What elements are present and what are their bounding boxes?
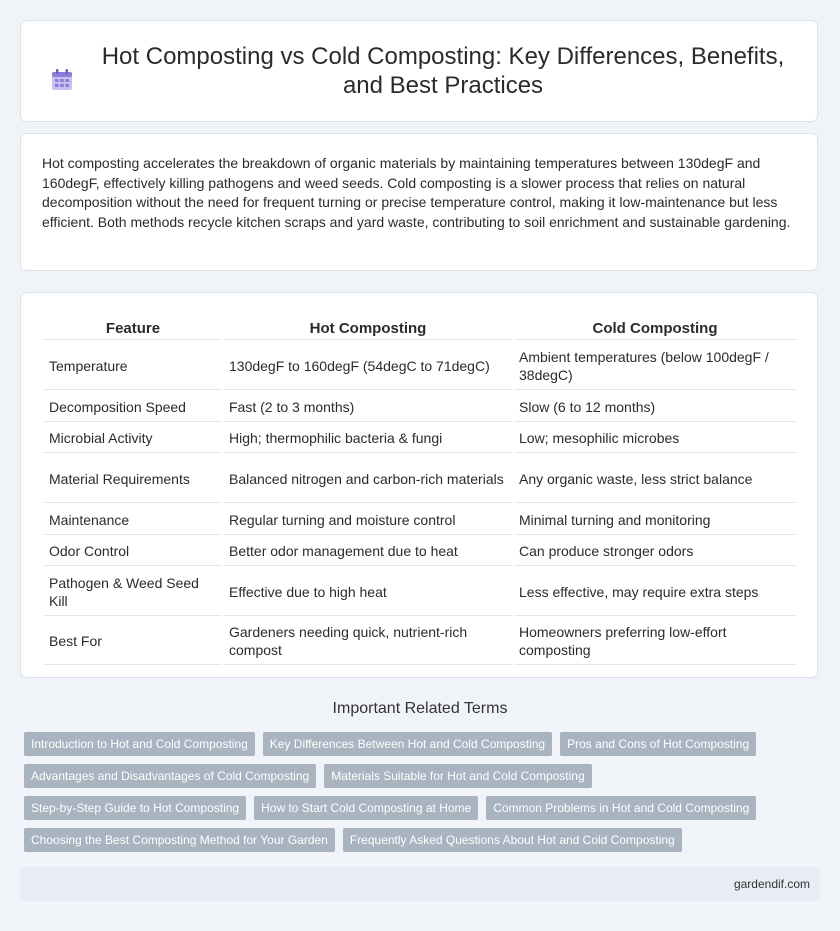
feature-cell: Maintenance xyxy=(44,505,222,535)
feature-cell: Pathogen & Weed Seed Kill xyxy=(44,568,222,616)
tag-row xyxy=(24,732,824,756)
table-row xyxy=(44,342,796,390)
hot-cell: Balanced nitrogen and carbon-rich materials xyxy=(224,455,512,503)
related-term-link[interactable]: Pros and Cons of Hot Composting xyxy=(560,732,756,756)
related-term-link[interactable]: Frequently Asked Questions About Hot and Cold Composting xyxy=(343,828,682,852)
cold-cell: Any organic waste, less strict balance xyxy=(514,455,796,503)
cold-cell: Less effective, may require extra steps xyxy=(514,568,796,616)
cold-cell: Can produce stronger odors xyxy=(514,537,796,566)
tag-row xyxy=(24,828,824,852)
calendar-grid-icon xyxy=(49,67,75,93)
tag-row xyxy=(24,796,824,820)
cold-cell: Minimal turning and monitoring xyxy=(514,505,796,535)
feature-cell: Decomposition Speed xyxy=(44,392,222,422)
related-term-link[interactable]: Common Problems in Hot and Cold Composting xyxy=(486,796,756,820)
feature-cell: Temperature xyxy=(44,342,222,390)
table-row xyxy=(44,505,796,535)
feature-cell: Best For xyxy=(44,618,222,665)
header-feature: Feature xyxy=(44,315,222,340)
hot-cell: Regular turning and moisture control xyxy=(224,505,512,535)
hot-cell: Effective due to high heat xyxy=(224,568,512,616)
table-header-row xyxy=(44,315,796,340)
footer-bar xyxy=(20,867,820,901)
related-term-link[interactable]: Materials Suitable for Hot and Cold Composting xyxy=(324,764,591,788)
related-terms-heading: Important Related Terms xyxy=(332,700,508,717)
table-row xyxy=(44,618,796,665)
hot-cell: 130degF to 160degF (54degC to 71degC) xyxy=(224,342,512,390)
intro-paragraph: Hot composting accelerates the breakdown of organic materials by maintaining temperatures between 130degF and 160degF, effectively killing pathogens and weed seeds. Cold composting is a slower process that relies on natural decomposition without the need for frequent turning or precise temperature control, making it low-maintenance but less efficient. Both methods recycle kitchen scraps and yard waste, contributing to soil enrichment and sustainable gardening. xyxy=(42,155,791,230)
title-wrap xyxy=(49,42,789,100)
feature-cell: Odor Control xyxy=(44,537,222,566)
table-row xyxy=(44,392,796,422)
hot-cell: Gardeners needing quick, nutrient-rich compost xyxy=(224,618,512,665)
hot-cell: Fast (2 to 3 months) xyxy=(224,392,512,422)
header-hot-composting: Hot Composting xyxy=(224,315,512,340)
table-row xyxy=(44,424,796,453)
comparison-table-card xyxy=(20,292,818,678)
comparison-table xyxy=(42,313,798,667)
table-row xyxy=(44,455,796,503)
hot-cell: Better odor management due to heat xyxy=(224,537,512,566)
page-title: Hot Composting vs Cold Composting: Key Differences, Benefits, and Best Practices xyxy=(101,43,785,99)
related-term-link[interactable]: Choosing the Best Composting Method for Your Garden xyxy=(24,828,335,852)
cold-cell: Ambient temperatures (below 100degF / 38degC) xyxy=(514,342,796,390)
tag-row xyxy=(24,764,824,788)
hot-cell: High; thermophilic bacteria & fungi xyxy=(224,424,512,453)
header-card xyxy=(20,20,818,122)
table-row xyxy=(44,568,796,616)
feature-cell: Material Requirements xyxy=(44,455,222,503)
header-cold-composting: Cold Composting xyxy=(514,315,796,340)
related-term-link[interactable]: Advantages and Disadvantages of Cold Composting xyxy=(24,764,316,788)
cold-cell: Slow (6 to 12 months) xyxy=(514,392,796,422)
feature-cell: Microbial Activity xyxy=(44,424,222,453)
cold-cell: Homeowners preferring low-effort composting xyxy=(514,618,796,665)
footer-site-link[interactable]: gardendif.com xyxy=(733,877,810,891)
cold-cell: Low; mesophilic microbes xyxy=(514,424,796,453)
intro-card xyxy=(20,133,818,271)
related-term-link[interactable]: Key Differences Between Hot and Cold Composting xyxy=(263,732,552,756)
table-row xyxy=(44,537,796,566)
related-term-link[interactable]: Introduction to Hot and Cold Composting xyxy=(24,732,255,756)
related-terms-list xyxy=(24,732,824,860)
related-term-link[interactable]: Step-by-Step Guide to Hot Composting xyxy=(24,796,246,820)
related-term-link[interactable]: How to Start Cold Composting at Home xyxy=(254,796,478,820)
